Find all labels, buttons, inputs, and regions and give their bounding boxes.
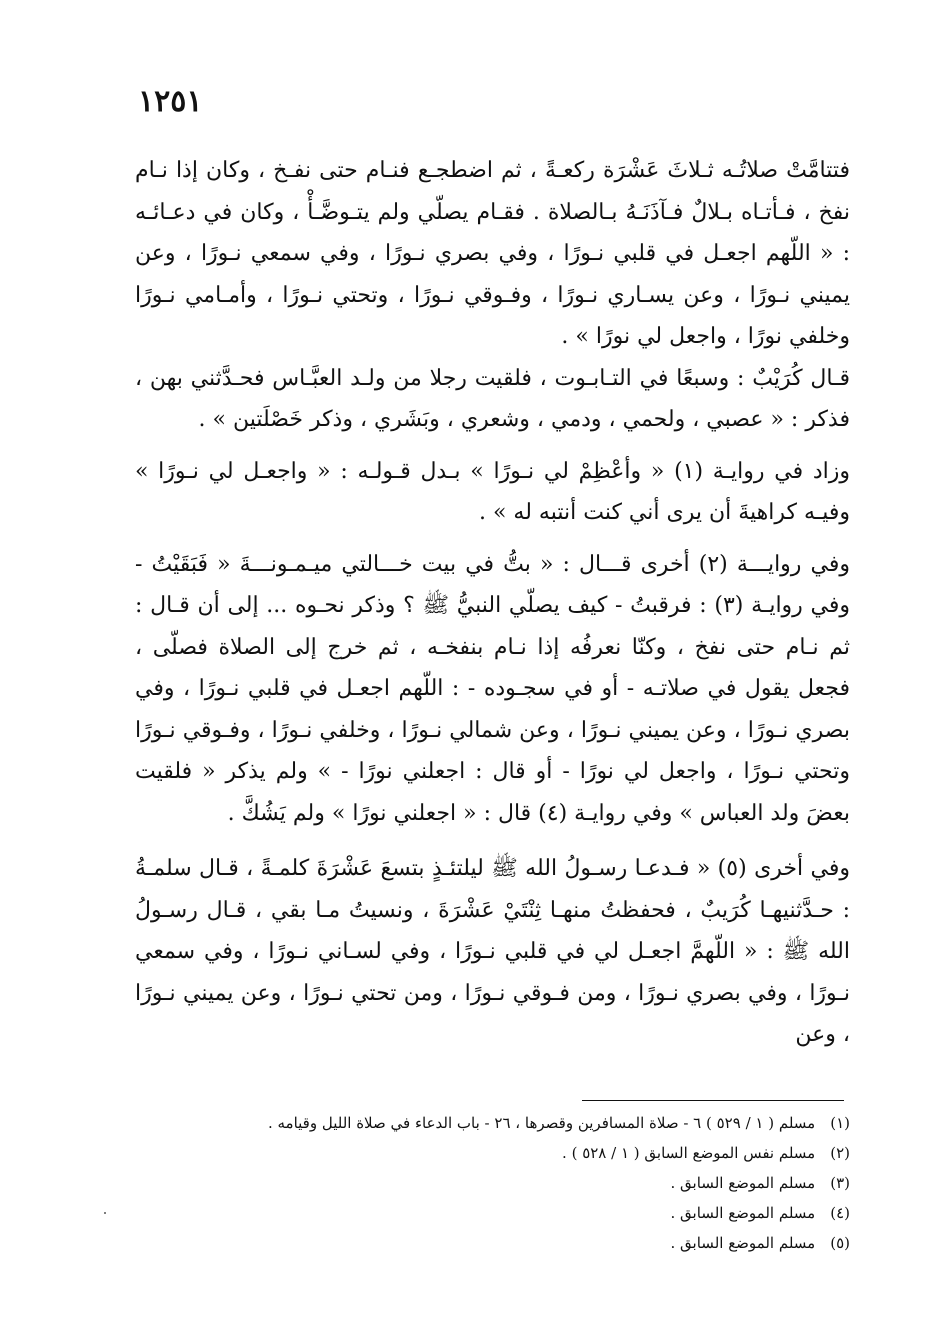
footnote-text: مسلم ( ١ / ٥٢٩ ) ٦ - صلاة المسافرين وقصرها ، ٢٦ - باب الدعاء في صلاة الليل وقيامه . — [267, 1114, 816, 1132]
footnote-number: (٥) — [830, 1234, 850, 1252]
footnote — [135, 1228, 850, 1258]
footnote-divider — [582, 1100, 844, 1101]
footnote-text: مسلم الموضع السابق . — [670, 1234, 816, 1252]
paragraph: فتتامَّتْ صلاتُـه ثـلاثَ عَشْرَة ركعـةً ، ثم اضطجـع فنـام حتى نفـخ ، وكان إذا نـام نفخ ، فـأتـاه بـلالٌ فـآذَنَـهُ بـالصلاة . فقـام يصلّي ولم يتـوضَّـأْ ، وكان في دعـائـه : « اللّهم اجعـل في قلبي نـورًا ، وفي بصري نـورًا ، وفي سمعي نـورًا ، وعن يميني نـورًا ، وعن يسـاري نـورًا ، وفـوقي نـورًا ، وتحتي نـورًا ، وأمـامي نـورًا وخلفي نورًا ، واجعل لي نورًا » . — [135, 158, 850, 349]
footnote-number: (٤) — [830, 1204, 850, 1222]
footnotes — [135, 1108, 850, 1258]
footnote-number: (٢) — [830, 1144, 850, 1162]
scan-speck — [104, 1212, 106, 1214]
footnote-number: (٣) — [830, 1174, 850, 1192]
page-number: ١٢٥١ — [138, 84, 203, 119]
footnote — [135, 1108, 850, 1138]
footnote-text: مسلم الموضع السابق . — [670, 1174, 816, 1192]
footnote — [135, 1168, 850, 1198]
footnote — [135, 1138, 850, 1168]
footnote-text: مسلم نفس الموضع السابق ( ١ / ٥٢٨ ) . — [562, 1144, 816, 1162]
footnote — [135, 1198, 850, 1228]
paragraph: وزاد في روايـة (١) « وأعْظِمْ لي نـورًا » بـدل قـولـه : « واجعـل لي نـورًا » وفيـه كراهيةَ أن يرى أني كنت أنتبه له » . — [135, 458, 850, 525]
main-text — [135, 150, 850, 1056]
paragraph: وفي أخرى (٥) « فـدعـا رسـولُ الله ﷺ ليلتئـذٍ بتسعَ عَشْرَةَ كلمـةً ، قـال سلمـةُ : حـدَّثنيهـا كُرَيبٌ ، فحفظتُ منهـا ثِنْتَيْ عَشْرَةَ ، ونسيتُ مـا بقي ، قـال رسـولُ الله ﷺ : « اللّهمَّ اجعـل لي في قلبي نـورًا ، وفي لسـاني نـورًا ، وفي سمعي نـورًا ، وفي بصري نـورًا ، ومن فـوقي نـورًا ، ومن تحتي نـورًا ، وعن يميني نـورًا ، وعن — [135, 856, 851, 1047]
paragraph: وفي روايـــة (٢) أخرى قـــال : « بتُّ في بيت خـــالتي ميـمـونـــةَ « فَبَقَيْتُ - وفي روايـة (٣) : فرقبتُ - كيف يصلّي النبيُّ ﷺ ؟ وذكر نحـوه ... إلى أن قـال : ثم نـام حتى نفخ ، وكنّا نعرفُه إذا نـام بنفخـه ، ثم خرج إلى الصلاة فصلّى ، فجعل يقول في صلاتـه - أو في سجـوده - : اللّهم اجعـل في قلبي نـورًا ، وفي بصري نـورًا ، وعن يميني نـورًا ، وعن شمالي نـورًا ، وخلفي نـورًا ، وفـوقي نـورًا وتحتي نـورًا ، واجعل لي نورًا - أو قال : اجعلني نورًا - » ولم يذكر « فلقيت بعضَ ولد العباس » وفي روايـة (٤) قال : « اجعلني نورًا » ولم يَشُكَّ . — [135, 551, 850, 826]
paragraph: قـال كُرَيْبٌ : وسبعًا في التـابـوت ، فلقيت رجلا من ولـد العبَّـاس فحـدَّثني بهن ، فذكر : « عصبي ، ولحمي ، ودمي ، وشعري ، وبَشَري ، وذكر خَصْلَتين » . — [135, 365, 850, 432]
footnote-number: (١) — [830, 1114, 850, 1132]
footnote-text: مسلم الموضع السابق . — [670, 1204, 816, 1222]
